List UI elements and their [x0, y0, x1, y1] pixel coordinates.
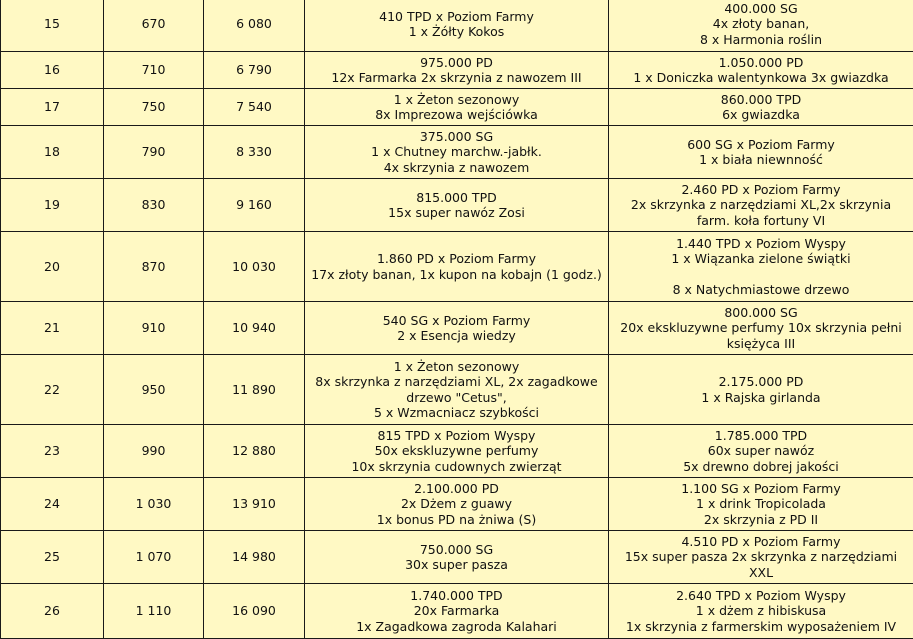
total-cell: 14 980 [204, 531, 305, 584]
reward-line: 2x Dżem z guawy [309, 496, 604, 512]
reward-line: 540 SG x Poziom Farmy [309, 313, 604, 329]
reward-line: 20x ekskluzywne perfumy 10x skrzynia pełni [613, 320, 909, 336]
value-cell: 1 110 [104, 584, 204, 639]
reward-line: 15x super pasza 2x skrzynka z narzędziami [613, 549, 909, 565]
reward-line: 410 TPD x Poziom Farmy [309, 9, 604, 25]
reward-line: 2x skrzynka z narzędziami XL,2x skrzynia [613, 197, 909, 213]
reward-line: 2.640 TPD x Poziom Wyspy [613, 588, 909, 604]
total-cell: 10 030 [204, 232, 305, 302]
value-cell: 1 030 [104, 478, 204, 531]
reward-line: 8x skrzynka z narzędziami XL, 2x zagadkowe [309, 374, 604, 390]
reward-cell-1 [305, 232, 609, 302]
table-row [1, 179, 913, 232]
level-cell: 20 [1, 232, 104, 302]
total-cell: 12 880 [204, 425, 305, 478]
value-cell: 910 [104, 302, 204, 355]
reward-line: 600 SG x Poziom Farmy [613, 137, 909, 153]
table-row [1, 0, 913, 52]
reward-line: 1 x Wiązanka zielone świątki [613, 251, 909, 267]
reward-line: 15x super nawóz Zosi [309, 205, 604, 221]
reward-line: 375.000 SG [309, 129, 604, 145]
reward-cell-1 [305, 89, 609, 126]
reward-cell-2 [609, 89, 913, 126]
reward-line: 1 x Rajska girlanda [613, 390, 909, 406]
reward-line: 1 x drink Tropicolada [613, 496, 909, 512]
reward-line: 1.050.000 PD [613, 55, 909, 71]
reward-line: 750.000 SG [309, 542, 604, 558]
level-cell: 15 [1, 0, 104, 52]
reward-cell-1 [305, 126, 609, 179]
reward-line: 2.175.000 PD [613, 374, 909, 390]
total-cell: 6 080 [204, 0, 305, 52]
reward-line: 4x skrzynia z nawozem [309, 160, 604, 176]
table-row [1, 52, 913, 89]
table-row [1, 584, 913, 639]
reward-line: 1 x biała niewnność [613, 152, 909, 168]
rewards-table-body [1, 0, 913, 639]
reward-line: 20x Farmarka [309, 603, 604, 619]
reward-cell-2 [609, 425, 913, 478]
reward-line: 400.000 SG [613, 1, 909, 17]
total-cell: 7 540 [204, 89, 305, 126]
reward-line: 8x Imprezowa wejściówka [309, 107, 604, 123]
reward-line: 1 x Doniczka walentynkowa 3x gwiazdka [613, 70, 909, 86]
total-cell: 8 330 [204, 126, 305, 179]
reward-line: 5 x Wzmacniacz szybkości [309, 405, 604, 421]
reward-line: 1.740.000 TPD [309, 588, 604, 604]
reward-line: 2.460 PD x Poziom Farmy [613, 182, 909, 198]
reward-line: 50x ekskluzywne perfumy [309, 443, 604, 459]
value-cell: 790 [104, 126, 204, 179]
reward-line: 5x drewno dobrej jakości [613, 459, 909, 475]
level-cell: 22 [1, 355, 104, 425]
level-cell: 24 [1, 478, 104, 531]
total-cell: 13 910 [204, 478, 305, 531]
reward-line: XXL [613, 565, 909, 581]
reward-line: 6x gwiazdka [613, 107, 909, 123]
value-cell: 1 070 [104, 531, 204, 584]
value-cell: 750 [104, 89, 204, 126]
reward-line: 815 TPD x Poziom Wyspy [309, 428, 604, 444]
reward-line: farm. koła fortuny VI [613, 213, 909, 229]
value-cell: 950 [104, 355, 204, 425]
reward-cell-1 [305, 425, 609, 478]
reward-line: 17x złoty banan, 1x kupon na kobajn (1 godz.) [309, 267, 604, 283]
reward-cell-2 [609, 0, 913, 52]
reward-line: 1 x Żeton sezonowy [309, 92, 604, 108]
level-cell: 16 [1, 52, 104, 89]
total-cell: 11 890 [204, 355, 305, 425]
reward-cell-2 [609, 179, 913, 232]
reward-line: 1x skrzynia z farmerskim wyposażeniem IV [613, 619, 909, 635]
reward-line: 1.100 SG x Poziom Farmy [613, 481, 909, 497]
reward-cell-1 [305, 531, 609, 584]
reward-line: 1 x Żeton sezonowy [309, 359, 604, 375]
value-cell: 870 [104, 232, 204, 302]
reward-line: 860.000 TPD [613, 92, 909, 108]
level-cell: 23 [1, 425, 104, 478]
reward-cell-2 [609, 531, 913, 584]
reward-line: 815.000 TPD [309, 190, 604, 206]
total-cell: 10 940 [204, 302, 305, 355]
reward-line: 2x skrzynia z PD II [613, 512, 909, 528]
reward-cell-2 [609, 232, 913, 302]
table-row [1, 126, 913, 179]
total-cell: 16 090 [204, 584, 305, 639]
reward-line: 975.000 PD [309, 55, 604, 71]
level-cell: 21 [1, 302, 104, 355]
reward-line: 1 x dżem z hibiskusa [613, 603, 909, 619]
reward-line: 1x bonus PD na żniwa (S) [309, 512, 604, 528]
reward-cell-1 [305, 355, 609, 425]
reward-line: 2.100.000 PD [309, 481, 604, 497]
reward-cell-1 [305, 584, 609, 639]
table-row [1, 232, 913, 302]
value-cell: 710 [104, 52, 204, 89]
table-row [1, 531, 913, 584]
reward-line: 1 x Chutney marchw.-jabłk. [309, 144, 604, 160]
total-cell: 9 160 [204, 179, 305, 232]
level-cell: 18 [1, 126, 104, 179]
reward-line: 30x super pasza [309, 557, 604, 573]
reward-line: drzewo "Cetus", [309, 390, 604, 406]
level-cell: 17 [1, 89, 104, 126]
reward-line [613, 267, 909, 283]
reward-line: 1.440 TPD x Poziom Wyspy [613, 236, 909, 252]
reward-cell-2 [609, 584, 913, 639]
level-cell: 25 [1, 531, 104, 584]
reward-cell-2 [609, 126, 913, 179]
reward-cell-1 [305, 52, 609, 89]
reward-cell-1 [305, 179, 609, 232]
table-row [1, 355, 913, 425]
reward-line: 1x Zagadkowa zagroda Kalahari [309, 619, 604, 635]
reward-cell-1 [305, 0, 609, 52]
value-cell: 830 [104, 179, 204, 232]
reward-cell-2 [609, 478, 913, 531]
reward-line: 4x złoty banan, [613, 16, 909, 32]
reward-line: 1.785.000 TPD [613, 428, 909, 444]
reward-line: 2 x Esencja wiedzy [309, 328, 604, 344]
reward-line: 4.510 PD x Poziom Farmy [613, 534, 909, 550]
total-cell: 6 790 [204, 52, 305, 89]
reward-line: 800.000 SG [613, 305, 909, 321]
level-cell: 19 [1, 179, 104, 232]
reward-line: 10x skrzynia cudownych zwierząt [309, 459, 604, 475]
reward-line: 12x Farmarka 2x skrzynia z nawozem III [309, 70, 604, 86]
reward-line: 1.860 PD x Poziom Farmy [309, 251, 604, 267]
value-cell: 990 [104, 425, 204, 478]
table-row [1, 89, 913, 126]
reward-cell-1 [305, 302, 609, 355]
reward-line: 1 x Żółty Kokos [309, 24, 604, 40]
reward-cell-2 [609, 52, 913, 89]
reward-cell-2 [609, 355, 913, 425]
table-row [1, 478, 913, 531]
table-row [1, 302, 913, 355]
reward-cell-2 [609, 302, 913, 355]
table-row [1, 425, 913, 478]
level-cell: 26 [1, 584, 104, 639]
value-cell: 670 [104, 0, 204, 52]
reward-line: księżyca III [613, 336, 909, 352]
reward-line: 8 x Harmonia roślin [613, 32, 909, 48]
reward-line: 8 x Natychmiastowe drzewo [613, 282, 909, 298]
reward-cell-1 [305, 478, 609, 531]
reward-line: 60x super nawóz [613, 443, 909, 459]
